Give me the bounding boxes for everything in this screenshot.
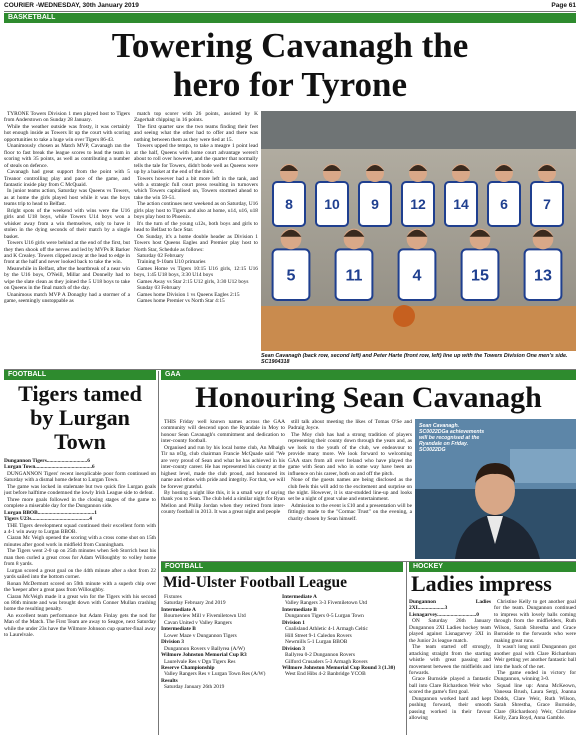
column-divider-left — [158, 371, 159, 735]
article-paragraph: It wasn't long until Dungannon got another goal with Clare Richardson Weir getting yet another fantastic ball into the back of the net. — [494, 644, 576, 670]
jersey-number: 8 — [285, 196, 293, 212]
football-column — [4, 458, 156, 735]
article-paragraph: Intermediate A — [161, 606, 196, 613]
article-paragraph: On Sunday, it's a home double header as Division 1 Towers host Queens Eagles and Premier play host to North Star, Schedule as follows: — [134, 233, 258, 253]
article-paragraph: Meanwhile in Belfast, after the heartbreak of a near win by the U16 boys, O'Neill, Millar and Donnelly had to wipe the slate clean as they joined the 5 U18 boys to take on Queens in the final match of the day. — [4, 265, 130, 292]
jersey-number: 5 — [286, 266, 296, 285]
football-headline — [4, 382, 156, 454]
article-paragraph: The first quarter saw the two teams finding their feet and seeing what the other had to offer and there was nothing between them as they were tied at 15. — [134, 123, 258, 143]
article-paragraph: Intermediate B — [282, 606, 317, 613]
article-paragraph: Newmills 5-1 Lurgan BBOB — [285, 639, 348, 646]
article-paragraph: Bourneview Mill v Fivemiletown Utd — [164, 613, 246, 620]
gaa-column-1 — [161, 419, 285, 559]
article-paragraph: Organised and run by his local home club, An Mhaigh Tir na nOg, club chairman Francie McQuade said "We are very proud of Sean and what he has achieved in his inter-county career. He has represented his county at the highest level, made the club proud, and honoured its name and ethos with pride and integrity. For that, we will be forever grateful. — [161, 444, 285, 490]
article-paragraph: Lurgan Town..........................................6 — [4, 464, 95, 471]
article-paragraph: Games Away vs Star 2:15 U12 girls, 3:30 U12 boys — [137, 278, 249, 285]
jersey-number: 11 — [345, 266, 363, 285]
basketball-team-photo — [261, 111, 576, 351]
header-rule — [4, 11, 576, 12]
article-paragraph: Dungannon Tigers..............................6 — [4, 458, 90, 464]
football-headline-line2: by Lurgan — [30, 405, 130, 430]
hockey-section-label: HOCKEY — [413, 563, 443, 570]
article-paragraph: Laurelvale Res v Dgn Tigers Res — [164, 658, 236, 665]
article-paragraph: Division 3 — [282, 645, 305, 652]
football-section-band — [4, 370, 156, 380]
gaa-section-label: GAA — [165, 371, 181, 378]
article-paragraph: Dungannon Ladies 2XI....................3 — [409, 599, 491, 612]
article-paragraph: The Moy club has had a strong tradition of players representing their county down through the years and, as we look to the youth of the club, we endeavour to provide many more. We look forward to welcoming GAA stars from all over Ireland who have played the game with Sean and who in some way have been an influence on his career, both on and off the pitch. — [288, 431, 412, 477]
article-paragraph: Tigers U23s...........................................4 — [4, 516, 92, 523]
article-paragraph: Saturday February 2nd 2019 — [164, 600, 226, 607]
midulster-headline: Mid-Ulster Football League — [163, 574, 347, 591]
article-paragraph: match top scorer with 26 points, assisted by K Zagerhalt chipping in 16 points. — [134, 111, 258, 124]
article-paragraph: Valley Rangers Res v Lurgan Town Res (A/W) — [164, 671, 266, 678]
article-paragraph: In junior teams action, Saturday was Queens vs Towers, as at home the girls played host while it was the boys teams trip to head to Belfast. — [4, 188, 130, 208]
article-paragraph: Dungannon worked hard and kept pushing forward, their smooth passing worked in their favour allowing — [409, 695, 491, 722]
jersey-number: 6 — [500, 196, 508, 212]
article-paragraph: Grace Burnside played a fantastic ball into Clare Richardson Weir who scored the game's first goal. — [409, 676, 491, 696]
basketball-headline-line2: hero for Tyrone — [173, 65, 407, 104]
article-paragraph: Wilmore Johnston Memorial Cup R3 — [161, 652, 247, 659]
article-paragraph: An excellent team performance but Adam Finlay gets the nod for Man of the Match. The First Team are away to Seagoe, next Saturday while the under 23s have the Wilmore Johnson cup quarter-final away to Laurelvale. — [4, 612, 156, 639]
article-paragraph: Saturday January 26th 2019 — [164, 684, 225, 691]
hockey-column-2 — [494, 599, 576, 735]
article-paragraph: Division 3 — [161, 639, 184, 646]
article-paragraph: Towers U16 girls were behind at the end of the first, but they then shook off the nerves and led by MVPs R Barker and K Crealey. Towers clipped away at the lead to edge in front at the half and never looked back to take the win. — [4, 240, 130, 266]
portrait-caption: Sean Cavanagh. SC0022DGa achievements will be recognised at the Ryandale on Friday. SC0022DG — [419, 423, 485, 453]
article-paragraph: Ronan McDermott scored on 59th minute with a superb chip over the 'keeper after a great pass from Willoughby. — [4, 580, 156, 594]
article-paragraph: Intermediate A — [282, 594, 317, 600]
basketball-section-label: BASKETBALL — [8, 14, 56, 21]
basketball-headline — [4, 26, 576, 104]
jersey-number: 12 — [410, 196, 426, 212]
article-paragraph: Squad line up: Anna McKeown, Vanessa Brush, Laura Sergi, Joanna Dodds, Clare Weir, Ruth Wilson, Sarah Shrestha, Grace Burnside, Clare (Richardson) Weir, Christine Kelly, Zara Boyd, Anna Gamble. — [494, 682, 576, 722]
article-paragraph: West End Hibs 4-2 Banbridge YCOB — [285, 671, 366, 678]
midulster-results-column — [282, 594, 403, 735]
article-paragraph: Valley Rangers 3-3 Fivemiletown Utd — [285, 600, 368, 607]
hockey-column-1 — [409, 599, 491, 735]
page-number: Page 61 — [551, 2, 576, 9]
court-floor — [261, 306, 576, 351]
article-paragraph: ON Saturday 26th January Dungannon 2XI Ladies hockey team played against Lisnagarvey 3XI in the Junior 2s league match. — [409, 618, 491, 644]
article-paragraph: Fixtures — [164, 594, 182, 600]
jersey-number: 13 — [534, 266, 552, 285]
midulster-fixtures-column — [161, 594, 278, 735]
article-paragraph: DUNGANNON Tigers' recent inexplicable poor form continued on Saturday with a dismal home defeat to Lurgan Town. — [4, 470, 156, 484]
football-headline-line1: Tigers tamed — [18, 381, 142, 406]
article-paragraph: Results — [161, 677, 178, 684]
article-paragraph: None of the guests names are being disclosed as the club feels this will add to the excitement and surprise on the night. However, it is star-studded line-up and looks set be a night of great value and entertainment. — [288, 477, 412, 503]
article-paragraph: Intermediate B — [161, 626, 196, 633]
article-paragraph: Unanimous match MVP A Donaghy had a stormer of a game, seemingly unstoppable as — [4, 291, 130, 305]
jersey-number: 9 — [371, 196, 379, 212]
article-paragraph: Division 1 — [282, 619, 305, 626]
article-paragraph: Towers however had a bit more left in the tank, and with a strategic full court press resulting in turnovers which Towers capitalised on, Towers stormed ahead to take the win 59-51. — [134, 175, 258, 201]
jersey-number: 14 — [453, 196, 469, 212]
basketball-column-1 — [4, 111, 130, 365]
jersey-number: 15 — [471, 266, 489, 285]
article-paragraph: Coalisland Athletic 4-1 Armagh Celtic — [285, 626, 368, 633]
article-paragraph: Gilford Crusaders 5-3 Armagh Rovers — [285, 658, 368, 665]
team-photo-svg — [261, 111, 576, 351]
article-paragraph: Games home Division 1 vs Queens Eagles 2:15 — [137, 291, 240, 298]
page-header — [4, 2, 576, 10]
article-paragraph: Towers upped the tempo, to take a meagre 1 point lead at the half, Queens with home court advantage weren't about to roll over however, and the quarter that normally tells the tale for Towers, didn't bode well as Queens were up by a basket at the end of the third. — [134, 143, 258, 176]
article-paragraph: The game was locked in stalemate but two quick fire Lurgan goals just before halftime condemned the lowly Irish League side to defeat. — [4, 483, 156, 497]
article-paragraph: It's the turn of the young u12s, both boys and girls to head to Belfast to face Star. — [134, 220, 258, 234]
article-paragraph: Reserve Championship — [161, 664, 215, 671]
article-paragraph: Games home Premier vs North Star 4:15 — [137, 298, 225, 305]
article-paragraph: Games Home vs Tigers 10:15 U16 girls, 12:15 U16 boys, 1:45 U18 boys, 3:30 U14 boys — [134, 265, 258, 279]
article-paragraph: Ciaran Mc Veigh opened the scoring with a cross come shot on 15th minutes after good work in midfield from Cunningham. — [4, 535, 156, 548]
football-headline-line3: Town — [54, 429, 106, 454]
hockey-headline: Ladies impress — [411, 571, 552, 596]
article-paragraph: Three more goals followed in the closing stages of the game to complete a miserable day for the Dungannon side. — [4, 496, 156, 510]
midulster-section-label: FOOTBALL — [165, 563, 204, 570]
basketball-ball — [393, 305, 415, 327]
header-date: COURIER -WEDNESDAY, 30th January 2019 — [4, 2, 139, 9]
article-paragraph: By hosting a night like this, it is a small way of saying thank you to Sean. The club held a similar night for Ryan Mellon and Philip Jordan when they retired from inter-county football in 2013. It was a great night and people — [161, 489, 285, 516]
article-paragraph: Sunday 03 February — [137, 285, 181, 292]
sean-cavanagh-photo — [415, 419, 576, 559]
gaa-section-band — [161, 370, 576, 380]
article-paragraph: Lurgan scored a great goal on the 44th minute after a shot from 22 yards sailed into the bottom corner. — [4, 567, 156, 581]
article-paragraph: The Tigers went 2-0 up on 25th minutes when Seb Storrich beat his man then curled a great cross for Adam Willoughby to volley home from 8 yards. — [4, 548, 156, 568]
midulster-section-band — [161, 562, 403, 572]
gaa-column-2 — [288, 419, 412, 559]
article-paragraph: Dungannon Tigers 0-5 Lurgan Town — [285, 613, 364, 620]
article-paragraph: Wilmore Johnston Memorial Cup Round 3 (1.30) — [282, 664, 396, 671]
article-paragraph: Unanimously chosen as Match MVP, Cavanagh ran the floor to fast break the league scores to lead the team in scoring with 35 points, as well as contributing a number of steals on defence. — [4, 143, 130, 169]
article-paragraph: Hill Street 9-1 Caledon Rovers — [285, 632, 352, 639]
article-paragraph: Ciaran McVeigh made it a great win for the Tigers with his second on 86th minute and was brought down with Conner Mullan crashing home the resulting penalty. — [4, 593, 156, 613]
basketball-section-band — [4, 13, 576, 23]
article-paragraph: The game ended in victory for Dungannon, winning 3-0. — [494, 669, 576, 683]
gaa-headline: Honouring Sean Cavanagh — [195, 381, 542, 414]
basketball-headline-line1: Towering Cavanagh the — [111, 26, 469, 65]
jersey-number: 10 — [324, 196, 340, 212]
article-paragraph: Admission to the event is £10 and a presentation will be fittingly made to the "Cormac Trust" on the evening, a charity chosen by Sean himself. — [288, 502, 412, 522]
jersey-number: 7 — [543, 196, 551, 212]
article-paragraph: Lurgan BBOB..........................................1 — [4, 509, 97, 516]
article-paragraph: still talk about meeting the likes of Tomas O'Se and Padraig Joyce. — [288, 419, 412, 432]
article-paragraph: The team started off strongly, attacking straight from the starting whistle with great passing and movement between the midfields and forwards. — [409, 644, 491, 676]
article-paragraph: Dungannon Rovers v Ballyrea (A/W) — [164, 645, 245, 652]
article-paragraph: The action continues next weekend as on Saturday, U16 girls play host to Tigers and also at home, u14, u16, u18 boys play host to Phoenix. — [134, 201, 258, 221]
article-paragraph: While the weather outside was frosty, it was certainly hot enough inside as Towers lit up the court with scoring opportunities to take a huge win over Tigers 86-43. — [4, 123, 130, 143]
column-divider-right — [406, 562, 407, 735]
article-paragraph: Cavanagh had great support from the point with 5 Treanor controlling play and pace of the game, and fantastic inside play from C McQuaid. — [4, 169, 130, 188]
jersey-number: 4 — [412, 266, 422, 285]
article-paragraph: Cavan United v Valley Rangers — [164, 619, 232, 626]
article-paragraph: Training 9-10am U10 primaries — [137, 259, 206, 266]
article-paragraph: Lower Maze v Dungannon Tigers — [164, 632, 237, 639]
basketball-column-2 — [134, 111, 258, 365]
article-paragraph: Saturday 02 February — [137, 252, 184, 259]
article-paragraph: Christine Kelly to get another goal for the team. Dungannon continued to impress with lovely balls coming through from the midfielders, Ruth Wilson, Sarah Shrestha and Grace Burnside to the forwards who were making great runs. — [494, 599, 576, 644]
article-paragraph: THIS Friday well known names across the GAA community will descend upon the Ryandale in Moy to honour Sean Cavanagh's commitment and dedication to inter-county football. — [161, 419, 285, 445]
basketball-photo-caption: Sean Cavanagh (back row, second left) and Peter Harte (front row, left) line up with the Towers Division One men's side. SC1904318 — [261, 353, 568, 366]
article-paragraph: TYRONE Towers Division 1 men played host to Tigers from Anderstown on Sunday 28 January. — [4, 111, 130, 124]
football-section-label: FOOTBALL — [8, 371, 47, 378]
article-paragraph: THE Tigers development squad continued their excellent form with a 4-1 win away to Lurgan BBOB. — [4, 522, 156, 535]
article-paragraph: Ballyrea 0-2 Dungannon Rovers — [285, 652, 355, 659]
article-paragraph: Bright spots of the weekend with wins were the U16 girls and U18 boys, while Towers U14 boys won a whisker away from a win themselves, only to have it stolen in the dying seconds of their match by a single basket. — [4, 207, 130, 240]
article-paragraph: Lisnagarvey.............................0 — [409, 611, 479, 618]
